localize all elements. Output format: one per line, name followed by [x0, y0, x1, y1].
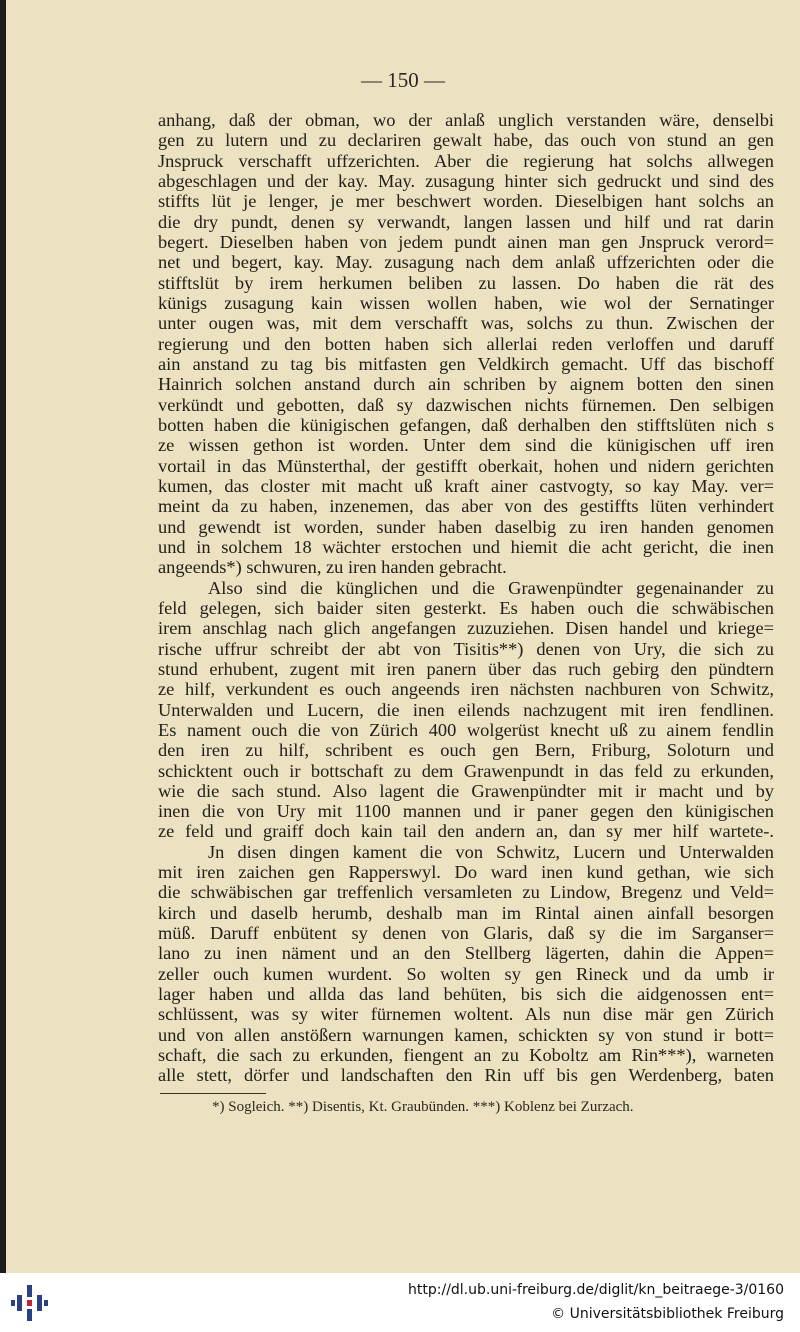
- text-line: gen zu lutern und zu declariren gewalt habe, das ouch von stund an gen: [158, 130, 774, 151]
- footnote-divider: [160, 1093, 266, 1094]
- text-line: den iren zu hilf, schribent es ouch gen Bern, Friburg, Soloturn und: [158, 740, 774, 761]
- text-line: Es nament ouch die von Zürich 400 wolgerüst knecht uß zu ainem fendlin: [158, 719, 774, 740]
- text-line: vortail in das Münsterthal, der gestifft oberkait, hohen und nidern gerichten: [158, 455, 774, 476]
- text-line: zeller ouch kumen wurdent. So wolten sy gen Rineck und da umb ir: [158, 963, 774, 984]
- text-line: regierung und den botten haben sich allerlai reden verloffen und daruff: [158, 333, 774, 354]
- text-line: begert. Dieselben haben von jedem pundt ainen man gen Jnspruck verord=: [158, 231, 774, 252]
- text-line: rische uffrur schreibt der abt von Tisitis**) denen von Ury, die sich zu: [158, 638, 774, 659]
- viewer-footer: [0, 1273, 800, 1332]
- text-line: wie die sach stund. Also lagent die Grawenpündter mit ir macht und by: [158, 780, 774, 801]
- text-line: inen die von Ury mit 1100 mannen und ir paner gegen den künigischen: [158, 801, 774, 822]
- text-line: feld gelegen, sich baider siten gesterkt. Es haben ouch die schwäbischen: [158, 597, 774, 618]
- text-line: künigs zusagung kain wissen wollen haben, wie wol der Sernatinger: [158, 292, 774, 313]
- text-line: schaft, die sach zu erkunden, fiengent an zu Koboltz am Rin***), warneten: [158, 1045, 774, 1066]
- text-line: ze feld und graiff doch kain tail den andern an, dan sy mer hilf wartete-.: [158, 821, 774, 842]
- text-line: lano zu inen näment und an den Stellberg lägerten, dahin die Appen=: [158, 943, 774, 964]
- text-line: ze wissen gethon ist worden. Unter dem sind die künigischen uff iren: [158, 435, 774, 456]
- text-line: stiffts lüt je lenger, je mer beschwert worden. Dieselbigen hant solchs an: [158, 191, 774, 212]
- text-line: schlüssent, was sy witer fürnemen woltent. Als nun dise mär gen Zürich: [158, 1004, 774, 1025]
- text-line: und von allen anstößern warnungen kamen, schickten sy von stund ir bott=: [158, 1024, 774, 1045]
- text-line: die schwäbischen gar treffenlich versamleten zu Lindow, Bregenz und Veld=: [158, 882, 774, 903]
- body-text: [158, 110, 774, 1086]
- text-line: ze hilf, verkundent es ouch angeends iren nächsten nachburen von Schwitz,: [158, 679, 774, 700]
- text-line: angeends*) schwuren, zu iren handen gebracht.: [158, 557, 507, 578]
- text-line: unter ougen was, mit dem verschafft was, solchs zu thun. Zwischen der: [158, 313, 774, 334]
- text-line: Jnspruck verschafft uffzerichten. Aber die regierung hat solchs allwegen: [158, 150, 774, 171]
- copyright-notice: © Universitätsbibliothek Freiburg: [551, 1306, 784, 1322]
- text-line: irem anschlag nach glich angefangen zuzuziehen. Disen handel und kriege=: [158, 618, 774, 639]
- ub-freiburg-logo-icon: [10, 1283, 50, 1323]
- text-line: kumen, das closter mit macht uß kraft ainer castvogty, so kay May. ver=: [158, 475, 774, 496]
- text-line: lager haben und allda das land behüten, bis sich die aidgenossen ent=: [158, 984, 774, 1005]
- footnotes: *) Sogleich. **) Disentis, Kt. Graubünden. ***) Koblenz bei Zurzach.: [212, 1099, 634, 1115]
- text-line: meint da zu haben, inzenemen, das aber von des gestiffts lüten verhindert: [158, 496, 774, 517]
- text-line: Jn disen dingen kament die von Schwitz, Lucern und Unterwalden: [208, 841, 774, 862]
- text-line: ain anstand zu tag bis mitfasten gen Veldkirch gemacht. Uff das bischoff: [158, 353, 774, 374]
- page-number: — 150 —: [361, 68, 445, 92]
- text-line: botten haben die künigischen gefangen, daß derhalben den stifftslüten nich s: [158, 414, 774, 435]
- text-line: stund erhubent, zugent mit iren panern über das ruch gebirg den pündtern: [158, 658, 774, 679]
- text-line: net und begert, kay. May. zusagung nach dem anlaß uffzerichten oder die: [158, 252, 774, 273]
- text-line: anhang, daß der obman, wo der anlaß unglich verstanden wäre, denselbi: [158, 110, 774, 130]
- permalink-url[interactable]: http://dl.ub.uni-freiburg.de/diglit/kn_beitraege-3/0160: [408, 1282, 784, 1298]
- text-line: stifftslüt by irem herkumen beliben zu lassen. Do haben die rät des: [158, 272, 774, 293]
- text-line: kirch und daselb herumb, deshalb man im Rintal ainen ainfall besorgen: [158, 902, 774, 923]
- text-line: schicktent ouch ir bottschaft zu dem Grawenpundt in das feld zu erkunden,: [158, 760, 774, 781]
- text-line: verkündt und gebotten, daß sy dazwischen nichts fürnemen. Den selbigen: [158, 394, 774, 415]
- text-line: alle stett, dörfer und landschaften den Rin uff bis gen Werdenberg, baten: [158, 1065, 774, 1086]
- text-line: Also sind die künglichen und die Grawenpündter gegenainander zu: [208, 577, 774, 598]
- text-line: Unterwalden und Lucern, die inen eilends nachzugent mit iren fendlinen.: [158, 699, 774, 720]
- text-line: und in solchem 18 wächter erstochen und hiemit die acht gericht, die inen: [158, 536, 774, 557]
- text-line: die dry pundt, denen sy verwandt, langen lassen und hilf und rat darin: [158, 211, 774, 232]
- text-line: und gewendt ist worden, sunder haben daselbig zu iren handen genomen: [158, 516, 774, 537]
- text-line: Hainrich solchen anstand durch ain schriben by aignem botten den sinen: [158, 374, 774, 395]
- text-line: abgeschlagen und der kay. May. zusagung hinter sich gedruckt und sind des: [158, 170, 774, 191]
- text-line: mit iren zaichen gen Rapperswyl. Do ward inen kund gethan, wie sich: [158, 862, 774, 883]
- text-line: müß. Daruff enbütent sy denen von Glaris, daß sy die im Sarganser=: [158, 923, 774, 944]
